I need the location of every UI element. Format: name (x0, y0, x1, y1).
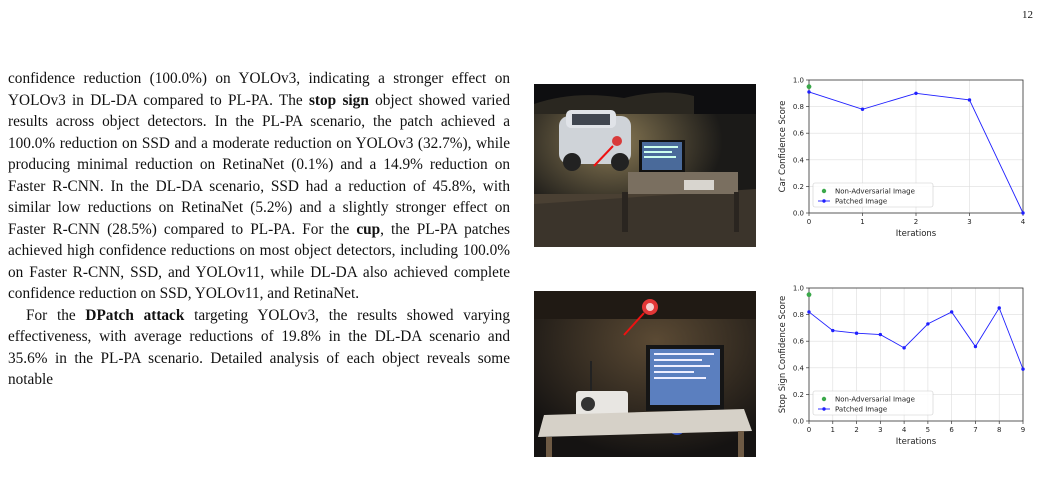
x-tick-label: 2 (854, 426, 859, 434)
page-number: 12 (1022, 9, 1033, 21)
p1-text-3: , the PL-PA patches achieved high confidence reductions on most object detectors, including 100.0% on Faster R-CNN, SSD, and YOLOv11, while DL-DA also achieved complete confidence reduction on SSD, YOLOv11, and RetinaNet. (8, 220, 510, 302)
patched-data-point (1021, 367, 1024, 370)
patched-data-point (974, 345, 977, 348)
patched-data-point (855, 332, 858, 335)
x-tick-label: 2 (913, 218, 919, 226)
y-axis-label: Stop Sign Confidence Score (778, 295, 788, 414)
body-text (8, 68, 510, 391)
photo-car-experiment (534, 84, 756, 247)
photo-car-image (534, 84, 756, 247)
y-tick-label: 0.8 (792, 103, 804, 112)
patched-data-point (1021, 211, 1024, 214)
legend-entry-label: Patched Image (835, 405, 888, 414)
legend-marker-non-adversarial (822, 189, 826, 193)
y-tick-label: 0.0 (792, 209, 804, 218)
x-tick-label: 3 (878, 426, 883, 434)
legend-entry-label: Non-Adversarial Image (835, 395, 915, 404)
x-tick-label: 9 (1020, 426, 1026, 434)
p2-text-1: For the (26, 306, 86, 324)
y-tick-label: 1.0 (792, 76, 804, 85)
y-tick-label: 0.6 (792, 129, 804, 138)
x-tick-label: 7 (973, 426, 978, 434)
y-tick-label: 0.4 (792, 364, 804, 373)
photo-stop-sign-experiment (534, 291, 756, 457)
patched-data-point (879, 333, 882, 336)
chart-car-confidence (770, 76, 1032, 239)
x-tick-label: 1 (860, 218, 865, 226)
chart-stop-sign-svg (770, 284, 1032, 448)
y-tick-label: 1.0 (792, 284, 804, 293)
p2-bold-dpatch: DPatch attack (85, 306, 185, 324)
patched-series-line (809, 308, 1023, 369)
patched-data-point (807, 310, 810, 313)
x-tick-label: 4 (901, 426, 907, 434)
x-tick-label: 5 (925, 426, 931, 434)
chart-car-svg (770, 76, 1032, 240)
patched-data-point (968, 98, 971, 101)
patched-data-point (902, 346, 905, 349)
legend-entry-label: Non-Adversarial Image (835, 187, 915, 196)
p1-bold-cup: cup (356, 220, 381, 238)
p2-text-2: targeting YOLOv3, the results showed varying effectiveness, with average reductions of 19.8% in the DL-DA scenario and 35.6% in the PL-PA scenario. Detailed analysis of each object reveals some notable (8, 306, 510, 388)
y-tick-label: 0.4 (792, 156, 804, 165)
x-tick-label: 6 (949, 426, 954, 434)
legend-entry-label: Patched Image (835, 197, 888, 206)
y-tick-label: 0.6 (792, 337, 804, 346)
x-tick-label: 3 (967, 218, 972, 226)
non-adversarial-point (807, 292, 812, 297)
patched-data-point (861, 108, 864, 111)
paragraph-1 (8, 68, 510, 305)
paragraph-2 (8, 305, 510, 391)
photo-stop-sign-image (534, 291, 756, 457)
x-tick-label: 0 (806, 426, 812, 434)
patched-data-point (926, 322, 929, 325)
y-tick-label: 0.0 (792, 417, 804, 426)
patched-data-point (914, 92, 917, 95)
legend-marker-non-adversarial (822, 397, 826, 401)
x-axis-label: Iterations (895, 229, 937, 239)
p1-text-2: object showed varied results across object detectors. In the PL-PA scenario, the patch achieved a 100.0% reduction on SSD and a moderate reduction on YOLOv3 (32.7%), while producing minimal reduction on RetinaNet (0.1%) and a 14.9% reduction on Faster R-CNN. In the DL-DA scenario, SSD had a reduction of 45.8%, with similar low reductions on RetinaNet (5.2%) and a slightly stronger effect on Faster R-CNN (28.5%) compared to PL-PA. For the (8, 91, 510, 238)
x-tick-label: 8 (996, 426, 1002, 434)
x-axis-label: Iterations (895, 437, 937, 447)
x-tick-label: 4 (1020, 218, 1026, 226)
legend-marker-patched (822, 407, 825, 410)
y-tick-label: 0.2 (792, 182, 804, 191)
y-axis-label: Car Confidence Score (778, 100, 788, 193)
chart-stop-sign-confidence (770, 284, 1032, 447)
x-tick-label: 1 (830, 426, 836, 434)
non-adversarial-point (807, 84, 812, 89)
y-tick-label: 0.8 (792, 311, 804, 320)
patched-data-point (831, 329, 834, 332)
patched-data-point (998, 306, 1001, 309)
x-tick-label: 0 (806, 218, 812, 226)
patched-data-point (950, 310, 953, 313)
p1-text-1: confidence reduction (100.0%) on YOLOv3, indicating a stronger effect on YOLOv3 in DL-DA compared to PL-PA. The (8, 70, 510, 109)
patched-data-point (807, 90, 810, 93)
y-tick-label: 0.2 (792, 390, 804, 399)
p1-bold-stop-sign: stop sign (308, 91, 369, 109)
legend-marker-patched (822, 199, 825, 202)
